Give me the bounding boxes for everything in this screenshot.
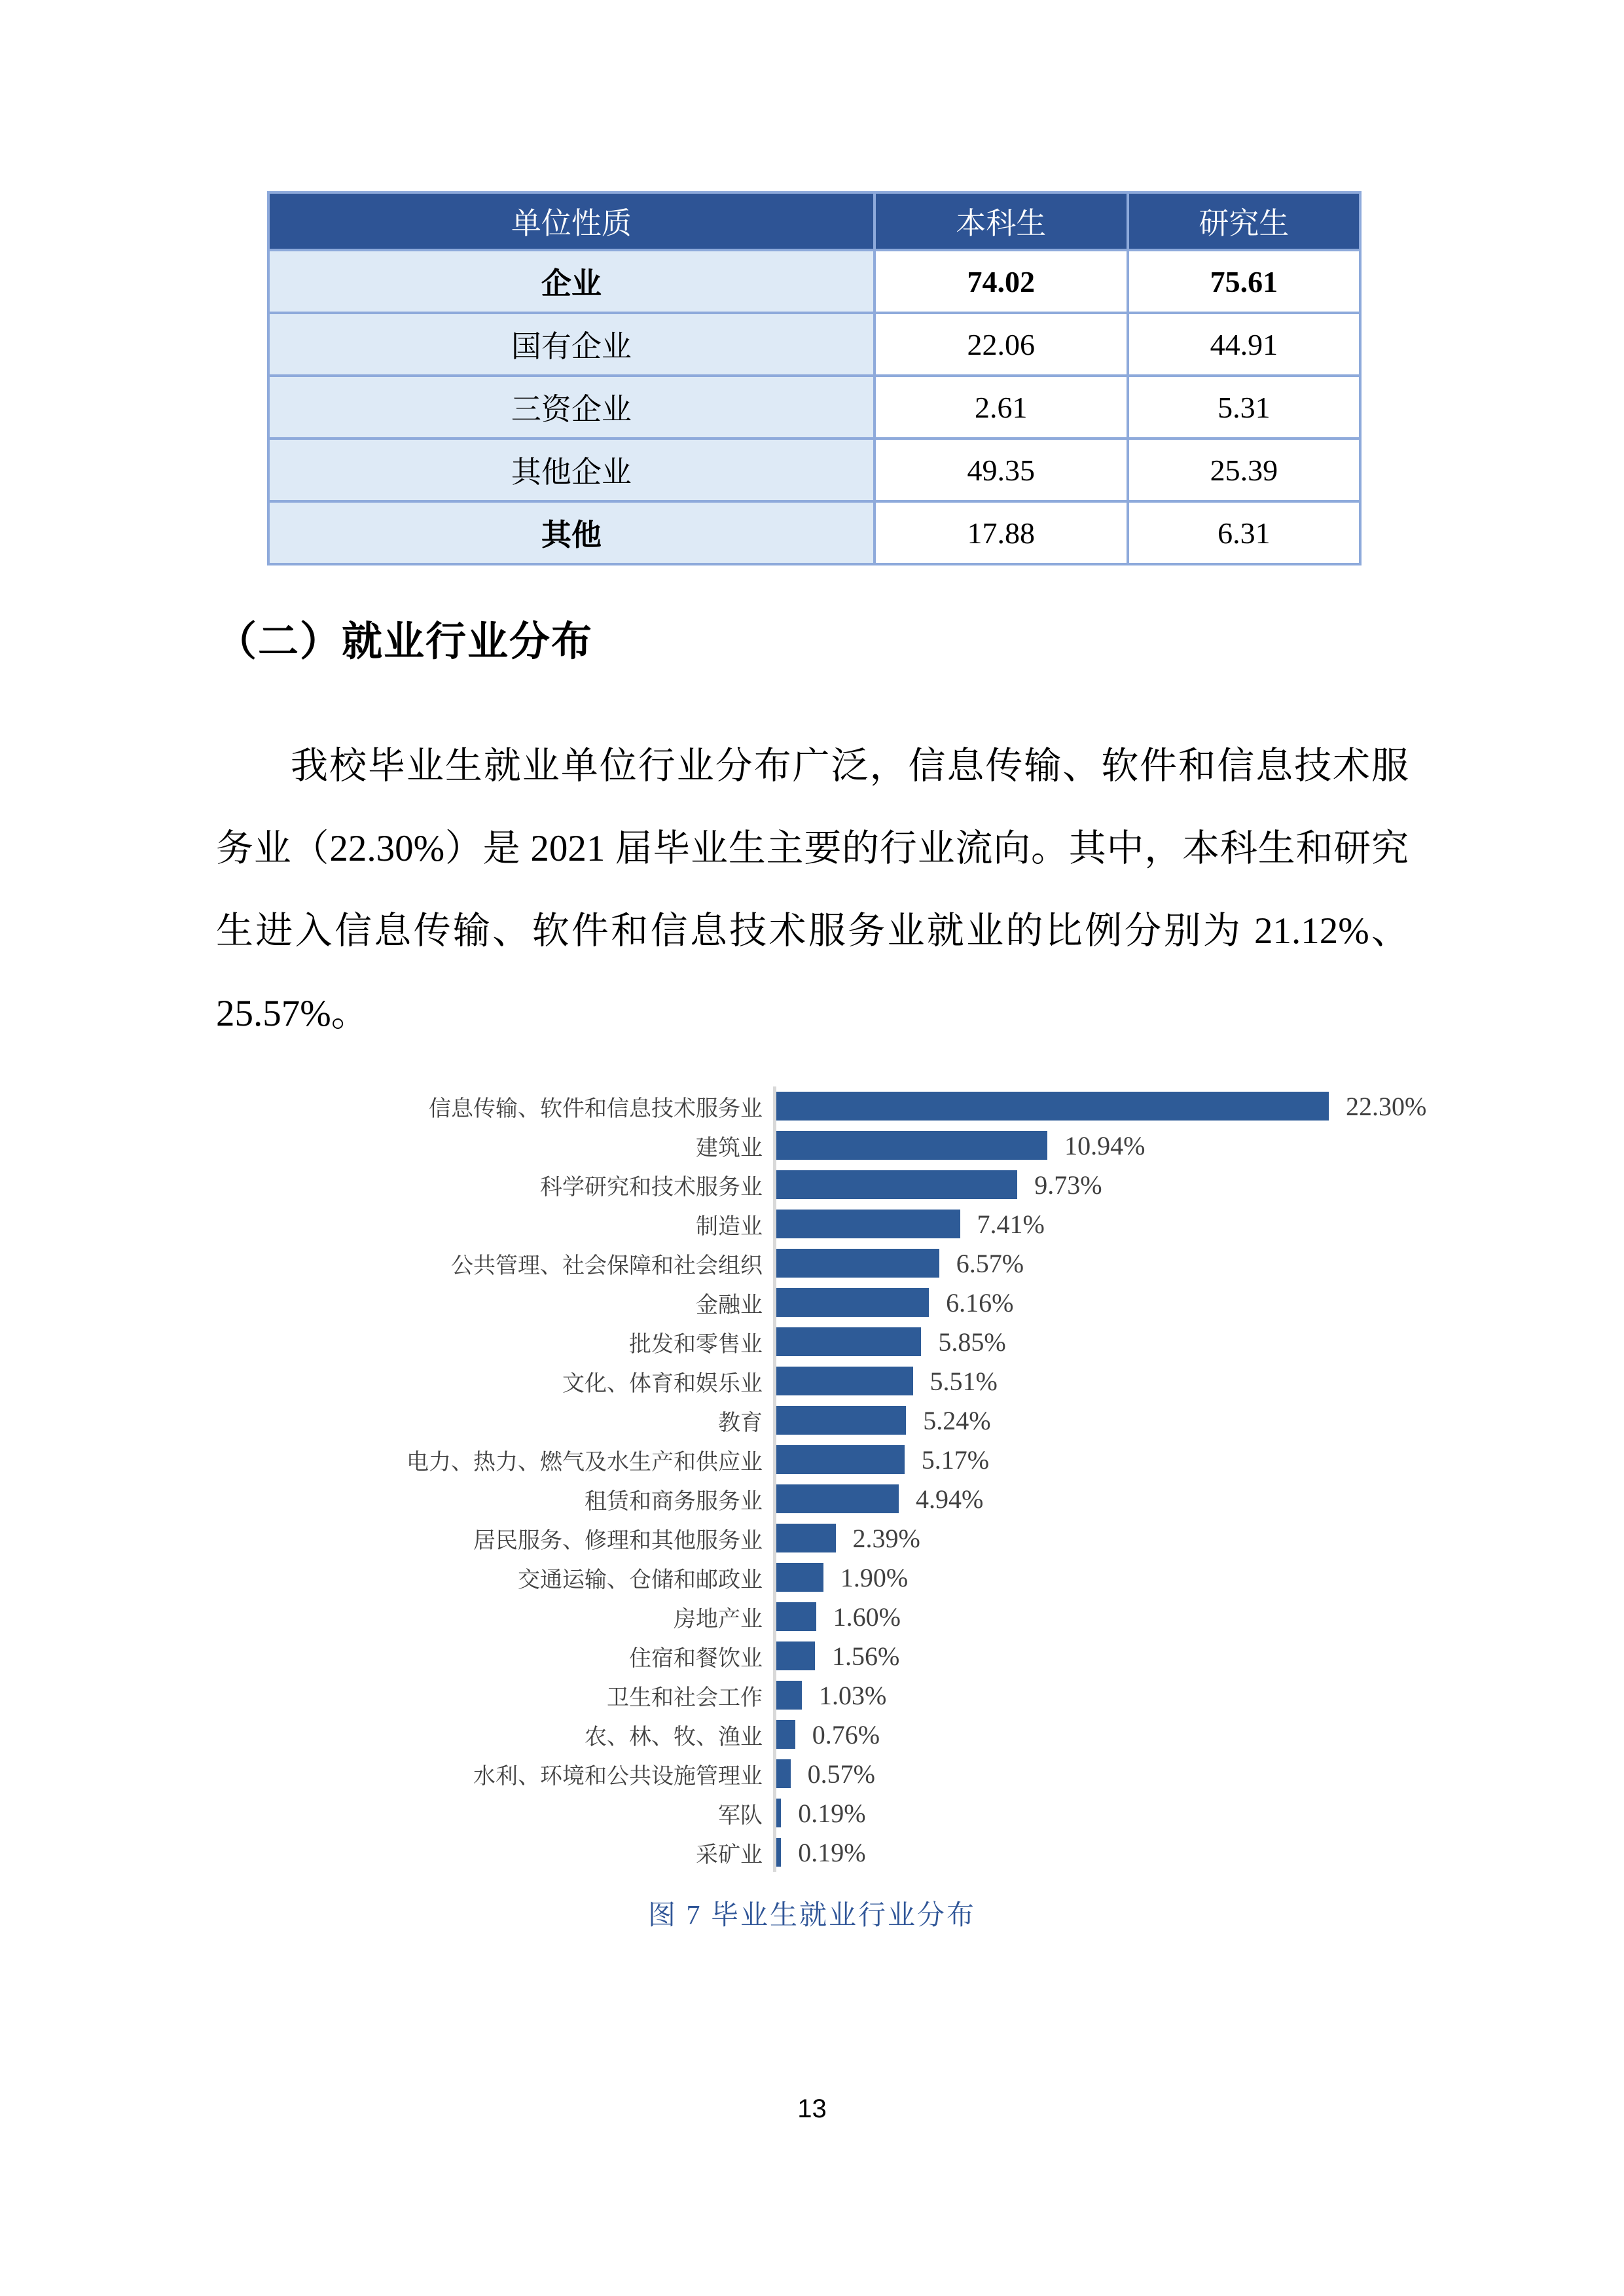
chart-category-label: 金融业 [696, 1293, 763, 1318]
chart-category-label: 制造业 [696, 1214, 763, 1239]
chart-bar [776, 1641, 815, 1670]
table-header-unit-type: 单位性质 [268, 192, 875, 250]
chart-row [298, 1361, 1450, 1401]
chart-category-label: 交通运输、仓储和邮政业 [518, 1568, 763, 1592]
chart-bar-zone [773, 1676, 1450, 1715]
chart-bar [776, 1367, 913, 1395]
chart-bar [776, 1563, 823, 1592]
chart-value-label: 5.51% [929, 1366, 998, 1396]
chart-value-label: 5.17% [921, 1444, 990, 1475]
unit-type-cell: 其他 [268, 501, 875, 564]
chart-bar-zone [773, 1518, 1450, 1558]
chart-category-label: 公共管理、社会保障和社会组织 [451, 1253, 763, 1278]
chart-bar [776, 1759, 791, 1788]
chart-value-label: 2.39% [852, 1523, 920, 1553]
chart-value-label: 0.76% [812, 1719, 880, 1749]
chart-bar [776, 1131, 1047, 1160]
table-row [268, 250, 1360, 313]
chart-category-label: 电力、热力、燃气及水生产和供应业 [406, 1450, 763, 1475]
chart-row [298, 1833, 1450, 1872]
table-row [268, 376, 1360, 439]
table-header-row [268, 192, 1360, 250]
chart-value-label: 0.19% [798, 1837, 866, 1867]
chart-bar-zone [773, 1558, 1450, 1597]
chart-category-label: 建筑业 [696, 1136, 763, 1160]
employment-unit-table [267, 191, 1362, 565]
chart-row [298, 1754, 1450, 1793]
chart-bar [776, 1524, 836, 1552]
industry-distribution-bar-chart [298, 1086, 1450, 1872]
chart-category-label: 教育 [718, 1410, 763, 1435]
chart-value-label: 1.56% [832, 1641, 900, 1671]
chart-value-label: 6.57% [956, 1248, 1024, 1278]
chart-bar [776, 1602, 816, 1631]
table-body [268, 250, 1360, 564]
chart-category-label: 房地产业 [674, 1607, 763, 1632]
chart-row [298, 1401, 1450, 1440]
chart-bar [776, 1092, 1329, 1121]
chart-row [298, 1518, 1450, 1558]
postgraduate-value-cell: 6.31 [1128, 501, 1360, 564]
chart-row [298, 1715, 1450, 1754]
unit-type-cell: 其他企业 [268, 439, 875, 501]
undergraduate-value-cell: 74.02 [875, 250, 1128, 313]
chart-category-label: 文化、体育和娱乐业 [562, 1371, 763, 1396]
chart-value-label: 9.73% [1034, 1170, 1102, 1200]
chart-value-label: 6.16% [946, 1287, 1014, 1318]
chart-bar-zone [773, 1361, 1450, 1401]
chart-bar [776, 1170, 1017, 1199]
chart-bar [776, 1838, 781, 1867]
chart-category-label: 农、林、牧、渔业 [585, 1725, 763, 1749]
chart-bar-zone [773, 1833, 1450, 1872]
chart-row [298, 1283, 1450, 1322]
chart-category-label: 居民服务、修理和其他服务业 [473, 1528, 763, 1553]
postgraduate-value-cell: 25.39 [1128, 439, 1360, 501]
chart-row [298, 1558, 1450, 1597]
chart-value-label: 0.19% [798, 1798, 866, 1828]
chart-bar [776, 1484, 899, 1513]
table-row [268, 501, 1360, 564]
chart-bar-zone [773, 1322, 1450, 1361]
chart-bar-zone [773, 1715, 1450, 1754]
chart-bar-zone [773, 1793, 1450, 1833]
chart-category-label: 信息传输、软件和信息技术服务业 [429, 1096, 763, 1121]
chart-bar-zone [773, 1126, 1450, 1165]
unit-type-cell: 企业 [268, 250, 875, 313]
postgraduate-value-cell: 75.61 [1128, 250, 1360, 313]
section-heading: （二）就业行业分布 [216, 620, 594, 664]
chart-row [298, 1126, 1450, 1165]
chart-row [298, 1322, 1450, 1361]
undergraduate-value-cell: 22.06 [875, 313, 1128, 376]
table-row [268, 313, 1360, 376]
chart-category-label: 租赁和商务服务业 [585, 1489, 763, 1514]
chart-row [298, 1793, 1450, 1833]
chart-row [298, 1204, 1450, 1244]
postgraduate-value-cell: 44.91 [1128, 313, 1360, 376]
chart-row [298, 1479, 1450, 1518]
chart-bar [776, 1249, 939, 1278]
page-number: 13 [797, 2094, 827, 2123]
chart-category-label: 科学研究和技术服务业 [540, 1175, 763, 1200]
chart-row [298, 1676, 1450, 1715]
chart-bar [776, 1327, 921, 1356]
chart-value-label: 5.24% [923, 1405, 991, 1435]
chart-bar [776, 1681, 802, 1710]
chart-category-label: 卫生和社会工作 [607, 1685, 763, 1710]
table-row [268, 439, 1360, 501]
chart-row [298, 1636, 1450, 1676]
chart-rows [298, 1086, 1450, 1872]
chart-bar-zone [773, 1440, 1450, 1479]
table-header-postgraduate: 研究生 [1128, 192, 1360, 250]
chart-value-label: 7.41% [977, 1209, 1045, 1239]
unit-type-cell: 国有企业 [268, 313, 875, 376]
chart-value-label: 1.90% [840, 1562, 909, 1592]
chart-value-label: 10.94% [1064, 1130, 1146, 1160]
undergraduate-value-cell: 2.61 [875, 376, 1128, 439]
chart-value-label: 0.57% [807, 1759, 875, 1789]
chart-value-label: 1.03% [819, 1680, 887, 1710]
chart-category-label: 军队 [718, 1803, 763, 1828]
chart-bar [776, 1720, 795, 1749]
chart-value-label: 5.85% [938, 1327, 1006, 1357]
chart-bar-zone [773, 1401, 1450, 1440]
chart-row [298, 1440, 1450, 1479]
body-paragraph: 我校毕业生就业单位行业分布广泛，信息传输、软件和信息技术服务业（22.30%）是 2021 届毕业生主要的行业流向。其中，本科生和研究生进入信息传输、软件和信息技术服务业就业的比例分别为 21.12%、25.57%。 [216, 745, 1409, 1034]
chart-bar [776, 1445, 905, 1474]
chart-bar-zone [773, 1479, 1450, 1518]
chart-bar-zone [773, 1754, 1450, 1793]
chart-value-label: 4.94% [916, 1484, 984, 1514]
chart-bar-zone [773, 1597, 1450, 1636]
chart-category-label: 住宿和餐饮业 [629, 1646, 763, 1671]
chart-value-label: 1.60% [833, 1602, 901, 1632]
unit-type-cell: 三资企业 [268, 376, 875, 439]
chart-bar-zone [773, 1283, 1450, 1322]
figure-caption: 图 7 毕业生就业行业分布 [647, 1901, 976, 1931]
chart-bar-zone [773, 1165, 1450, 1204]
chart-category-label: 水利、环境和公共设施管理业 [473, 1764, 763, 1789]
chart-category-label: 采矿业 [696, 1842, 763, 1867]
postgraduate-value-cell: 5.31 [1128, 376, 1360, 439]
table-header-undergraduate: 本科生 [875, 192, 1128, 250]
chart-bar [776, 1210, 960, 1238]
chart-row [298, 1244, 1450, 1283]
chart-row [298, 1597, 1450, 1636]
chart-bar-zone [773, 1204, 1450, 1244]
chart-value-label: 22.30% [1346, 1091, 1427, 1121]
chart-row [298, 1165, 1450, 1204]
chart-bar-zone [773, 1086, 1450, 1126]
chart-bar [776, 1288, 929, 1317]
undergraduate-value-cell: 49.35 [875, 439, 1128, 501]
chart-bar [776, 1406, 906, 1435]
chart-bar-zone [773, 1636, 1450, 1676]
chart-row [298, 1086, 1450, 1126]
chart-bar-zone [773, 1244, 1450, 1283]
chart-bar [776, 1799, 781, 1827]
chart-category-label: 批发和零售业 [629, 1332, 763, 1357]
undergraduate-value-cell: 17.88 [875, 501, 1128, 564]
